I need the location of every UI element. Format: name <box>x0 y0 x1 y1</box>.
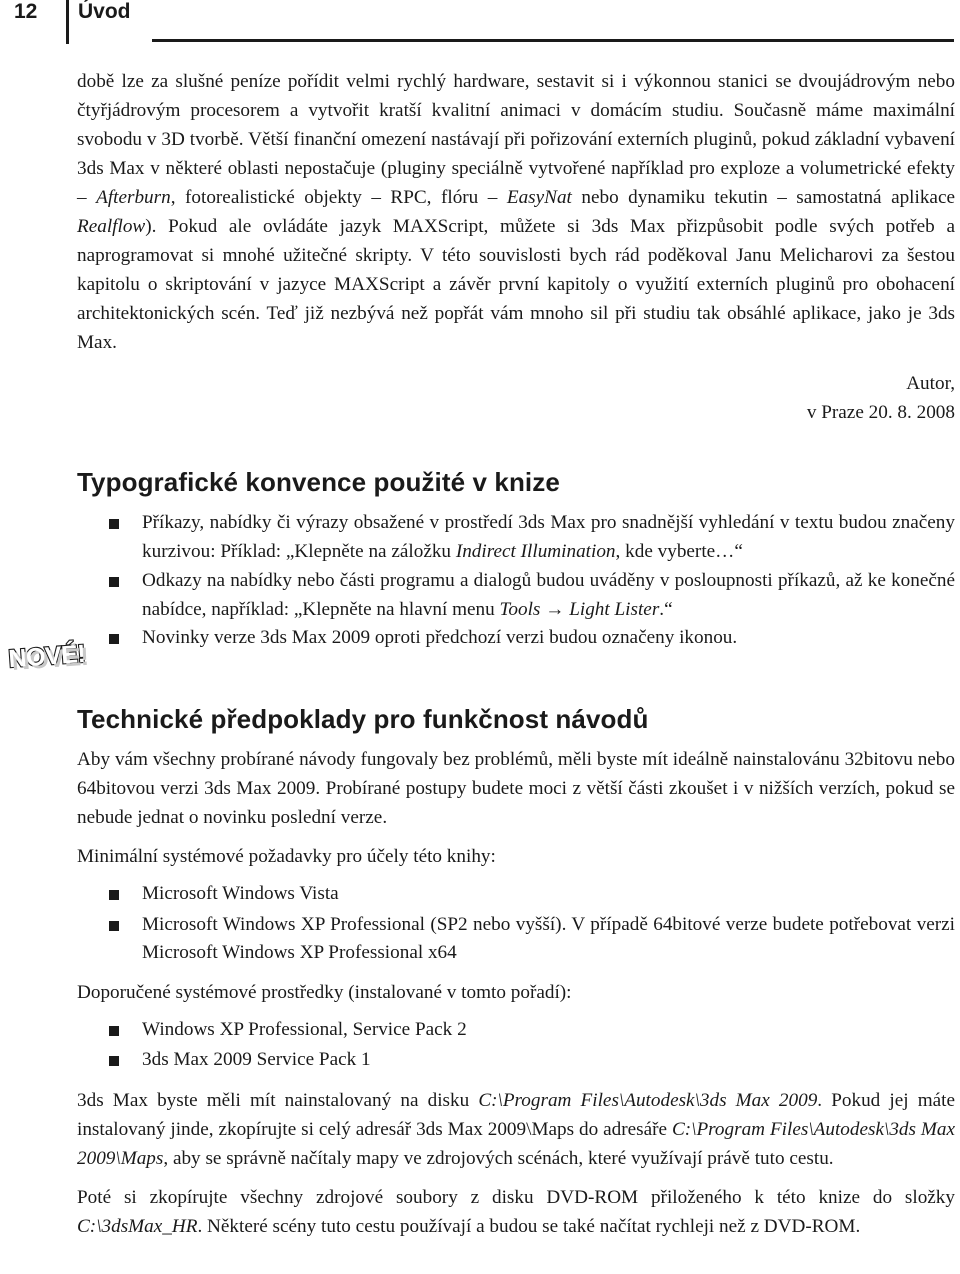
min-requirements-list <box>77 880 955 968</box>
header-rule <box>152 39 954 42</box>
text-run: . Pokud jej máte instalovaný jinde, zkopírujte si celý adresář 3ds Max 2009\Maps do adresáře <box>77 1089 955 1140</box>
bullet-icon <box>109 577 119 587</box>
signature-author: Autor, <box>906 373 955 394</box>
italic-term: Light Lister <box>569 598 660 620</box>
bullet-icon <box>109 890 119 900</box>
text-run: , kde vyberte…“ <box>615 540 743 562</box>
list-item <box>77 624 955 653</box>
section-heading-typography: Typografické konvence použité v knize <box>77 467 560 497</box>
recommended-intro: Doporučené systémové prostředky (instalované v tomto pořadí): <box>77 981 572 1003</box>
list-item <box>77 509 955 566</box>
text-run: Microsoft Windows XP Professional (SP2 nebo vyšší). V případě 64bitové verze budete potřebovat verzi Microsoft Windows XP Professional x64 <box>142 913 955 963</box>
bullet-icon <box>109 1056 119 1066</box>
typography-list <box>77 509 955 653</box>
badge-label: NOVÉ! <box>7 639 87 674</box>
text-run: ). Pokud ale ovládáte jazyk MAXScript, můžete si 3ds Max přizpůsobit podle svých potřeb a naprogramovat si mnohé užitečné skripty. V této souvislosti bych rád poděkoval Janu Melicharovi za šestou kapitolu o skriptování v jazyce MAXScript a závěr první kapitoly o využití externích pluginů pro obohacení architektonických scén. Teď již nezbývá než popřát vám mnoho sil při studiu tak obsáhlé aplikace, jako je 3ds Max. <box>77 216 955 353</box>
list-item <box>77 880 955 909</box>
bullet-icon <box>109 1026 119 1036</box>
install-path-paragraph <box>77 1086 955 1173</box>
list-item <box>77 1046 955 1075</box>
signature-place-date: v Praze 20. 8. 2008 <box>806 402 955 423</box>
copy-files-paragraph <box>77 1183 955 1241</box>
text-run: době lze za slušné peníze pořídit velmi rychlý hardware, sestavit si i výkonnou stanici se dvoujádrovým nebo čtyřjádrovým procesorem a vytvořit kratší kvalitní animaci v domácím studiu. Současně máme maximální svobodu v 3D tvorbě. Větší finanční omezení nastávají při pořizování externích pluginů, pokud základní vybavení 3ds Max v některé oblasti nepostačuje (pluginy speciálně vytvořené například pro exploze a volumetrické efekty – <box>77 71 955 208</box>
text-run: Příkazy, nabídky či výrazy obsažené v prostředí 3ds Max pro snadnější vyhledání v textu budou značeny kurzivou: Příklad: „Klepněte na záložku <box>142 512 955 562</box>
page-header <box>0 0 960 30</box>
section-heading-requirements: Technické předpoklady pro funkčnost návodů <box>77 704 649 734</box>
italic-path: C:\Program Files\Autodesk\3ds Max 2009\Maps <box>77 1118 955 1169</box>
text-run: , fotorealistické objekty – RPC, flóru – <box>170 187 507 208</box>
page-number: 12 <box>14 0 38 23</box>
intro-paragraph <box>77 67 955 357</box>
requirements-paragraph: Aby vám všechny probírané návody fungovaly bez problémů, měli byste mít ideálně nainstalovánu 32bitovu nebo 64bitovou verzi 3ds Max 2009. Probírané postupy budete moci z větší části zkoušet i v nižších verzích, pokud se nebude jednat o novinku poslední verze. <box>77 749 955 828</box>
chapter-title: Úvod <box>78 0 131 23</box>
header-divider <box>66 0 69 44</box>
min-requirements-intro: Minimální systémové požadavky pro účely této knihy: <box>77 846 496 867</box>
recommended-list <box>77 1016 955 1075</box>
list-item <box>77 567 955 624</box>
intro-section <box>77 67 955 427</box>
text-run: . Některé scény tuto cestu používají a budou se také načítat rychleji než z DVD-ROM. <box>197 1215 861 1237</box>
arrow-icon: → <box>545 598 565 620</box>
text-run: 3ds Max 2009 Service Pack 1 <box>142 1049 371 1070</box>
italic-term: Indirect Illumination <box>455 540 616 562</box>
requirements-section <box>77 745 955 1241</box>
italic-path: C:\Program Files\Autodesk\3ds Max 2009 <box>478 1089 818 1111</box>
italic-path: C:\3dsMax_HR <box>77 1215 198 1237</box>
italic-term: Afterburn <box>96 187 171 208</box>
italic-term: EasyNat <box>506 187 572 208</box>
text-run: 3ds Max byste měli mít nainstalovaný na disku <box>77 1089 479 1111</box>
text-run: Odkazy na nabídky nebo části programu a dialogů budou uváděny v posloupnosti příkazů, až ke konečné nabídce, například: „Klepněte na hlavní menu <box>142 570 955 620</box>
text-run: nebo dynamiku tekutin – samostatná aplikace <box>571 187 955 208</box>
italic-term: Tools <box>499 598 541 620</box>
italic-term: Realflow <box>77 216 146 237</box>
bullet-icon <box>109 634 119 644</box>
text-run: .“ <box>659 598 673 620</box>
text-run: , aby se správně načítaly mapy ve zdrojových scénách, které využívají právě tuto cestu. <box>163 1147 834 1169</box>
text-run: Windows XP Professional, Service Pack 2 <box>142 1018 467 1040</box>
list-item <box>77 911 955 968</box>
bullet-icon <box>109 519 119 529</box>
text-run: Novinky verze 3ds Max 2009 oproti předchozí verzi budou označeny ikonou. <box>142 627 738 648</box>
text-run: Microsoft Windows Vista <box>142 883 339 904</box>
text-run: Poté si zkopírujte všechny zdrojové soubory z disku DVD-ROM přiloženého k této knize do složky <box>77 1186 955 1208</box>
bullet-icon <box>109 921 119 931</box>
list-item <box>77 1016 955 1045</box>
new-badge-icon <box>7 639 87 687</box>
